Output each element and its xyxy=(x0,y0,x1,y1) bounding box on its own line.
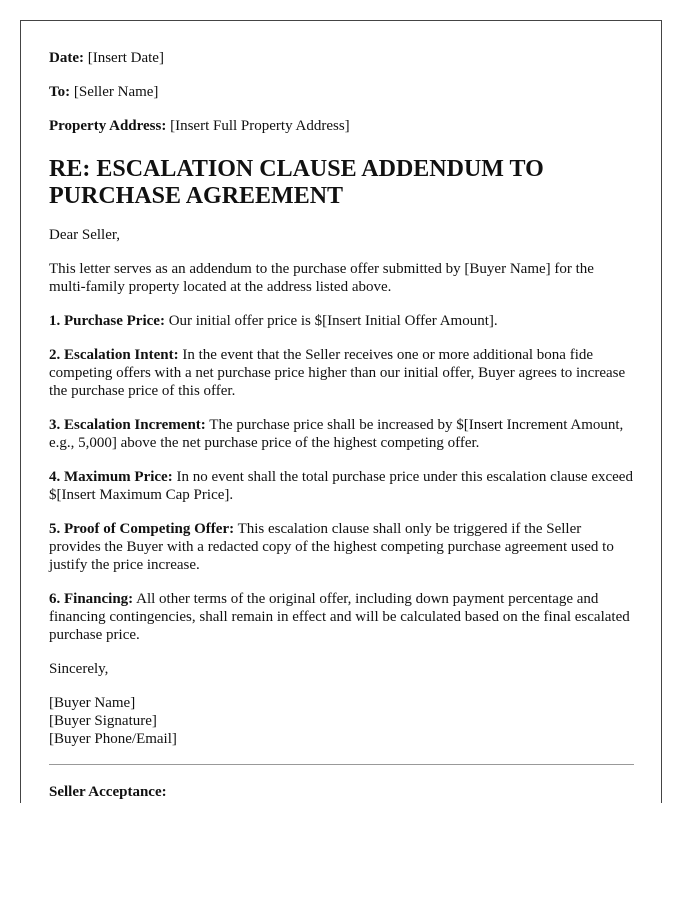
date-label: Date: xyxy=(49,50,84,66)
to-line xyxy=(49,83,634,101)
date-line xyxy=(49,49,634,67)
clause-label: 1. Purchase Price: xyxy=(49,313,165,329)
buyer-name: [Buyer Name] xyxy=(49,695,136,711)
clause-escalation-increment xyxy=(49,416,634,452)
clause-text: In the event that the Seller receives one or more additional bona fide competing offers with a net purchase price higher than our initial offer, Buyer agrees to increase the purchase price of this offer. xyxy=(49,347,626,399)
address-value: [Insert Full Property Address] xyxy=(170,118,350,134)
clause-maximum-price xyxy=(49,468,634,504)
intro-paragraph: This letter serves as an addendum to the purchase offer submitted by [Buyer Name] for the multi-family property located at the address listed above. xyxy=(49,261,594,295)
clause-text: In no event shall the total purchase price under this escalation clause exceed $[Insert Maximum Cap Price]. xyxy=(49,469,633,503)
closing: Sincerely, xyxy=(49,661,109,677)
clause-proof-of-offer xyxy=(49,520,634,574)
clause-label: 3. Escalation Increment: xyxy=(49,417,206,433)
clause-text: The purchase price shall be increased by $[Insert Increment Amount, e.g., 5,000] above the net purchase price of the highest competing offer. xyxy=(49,417,624,451)
seller-acceptance-line xyxy=(49,783,634,801)
clause-label: 2. Escalation Intent: xyxy=(49,347,179,363)
clause-label: 4. Maximum Price: xyxy=(49,469,173,485)
clause-text: Our initial offer price is $[Insert Initial Offer Amount]. xyxy=(168,313,498,329)
clause-financing xyxy=(49,590,634,644)
date-value: [Insert Date] xyxy=(87,50,164,66)
clause-text: This escalation clause shall only be triggered if the Seller provides the Buyer with a redacted copy of the highest competing purchase agreement used to justify the price increase. xyxy=(49,521,614,573)
clause-label: 6. Financing: xyxy=(49,591,134,607)
address-label: Property Address: xyxy=(49,118,167,134)
seller-acceptance-label: Seller Acceptance: xyxy=(49,784,167,800)
clause-purchase-price xyxy=(49,312,634,330)
address-line xyxy=(49,117,634,135)
letter-document xyxy=(20,20,662,803)
clause-label: 5. Proof of Competing Offer: xyxy=(49,521,235,537)
signature-block xyxy=(49,694,634,748)
to-label: To: xyxy=(49,84,71,100)
salutation: Dear Seller, xyxy=(49,227,121,243)
buyer-signature: [Buyer Signature] xyxy=(49,713,157,729)
buyer-contact: [Buyer Phone/Email] xyxy=(49,731,177,747)
letter-title: RE: ESCALATION CLAUSE ADDENDUM TO PURCHASE AGREEMENT xyxy=(49,156,544,209)
clause-text: All other terms of the original offer, including down payment percentage and financing contingencies, shall remain in effect and will be calculated based on the final escalated purchase price. xyxy=(49,591,630,643)
to-value: [Seller Name] xyxy=(73,84,159,100)
divider xyxy=(49,764,634,765)
clause-escalation-intent xyxy=(49,346,634,400)
